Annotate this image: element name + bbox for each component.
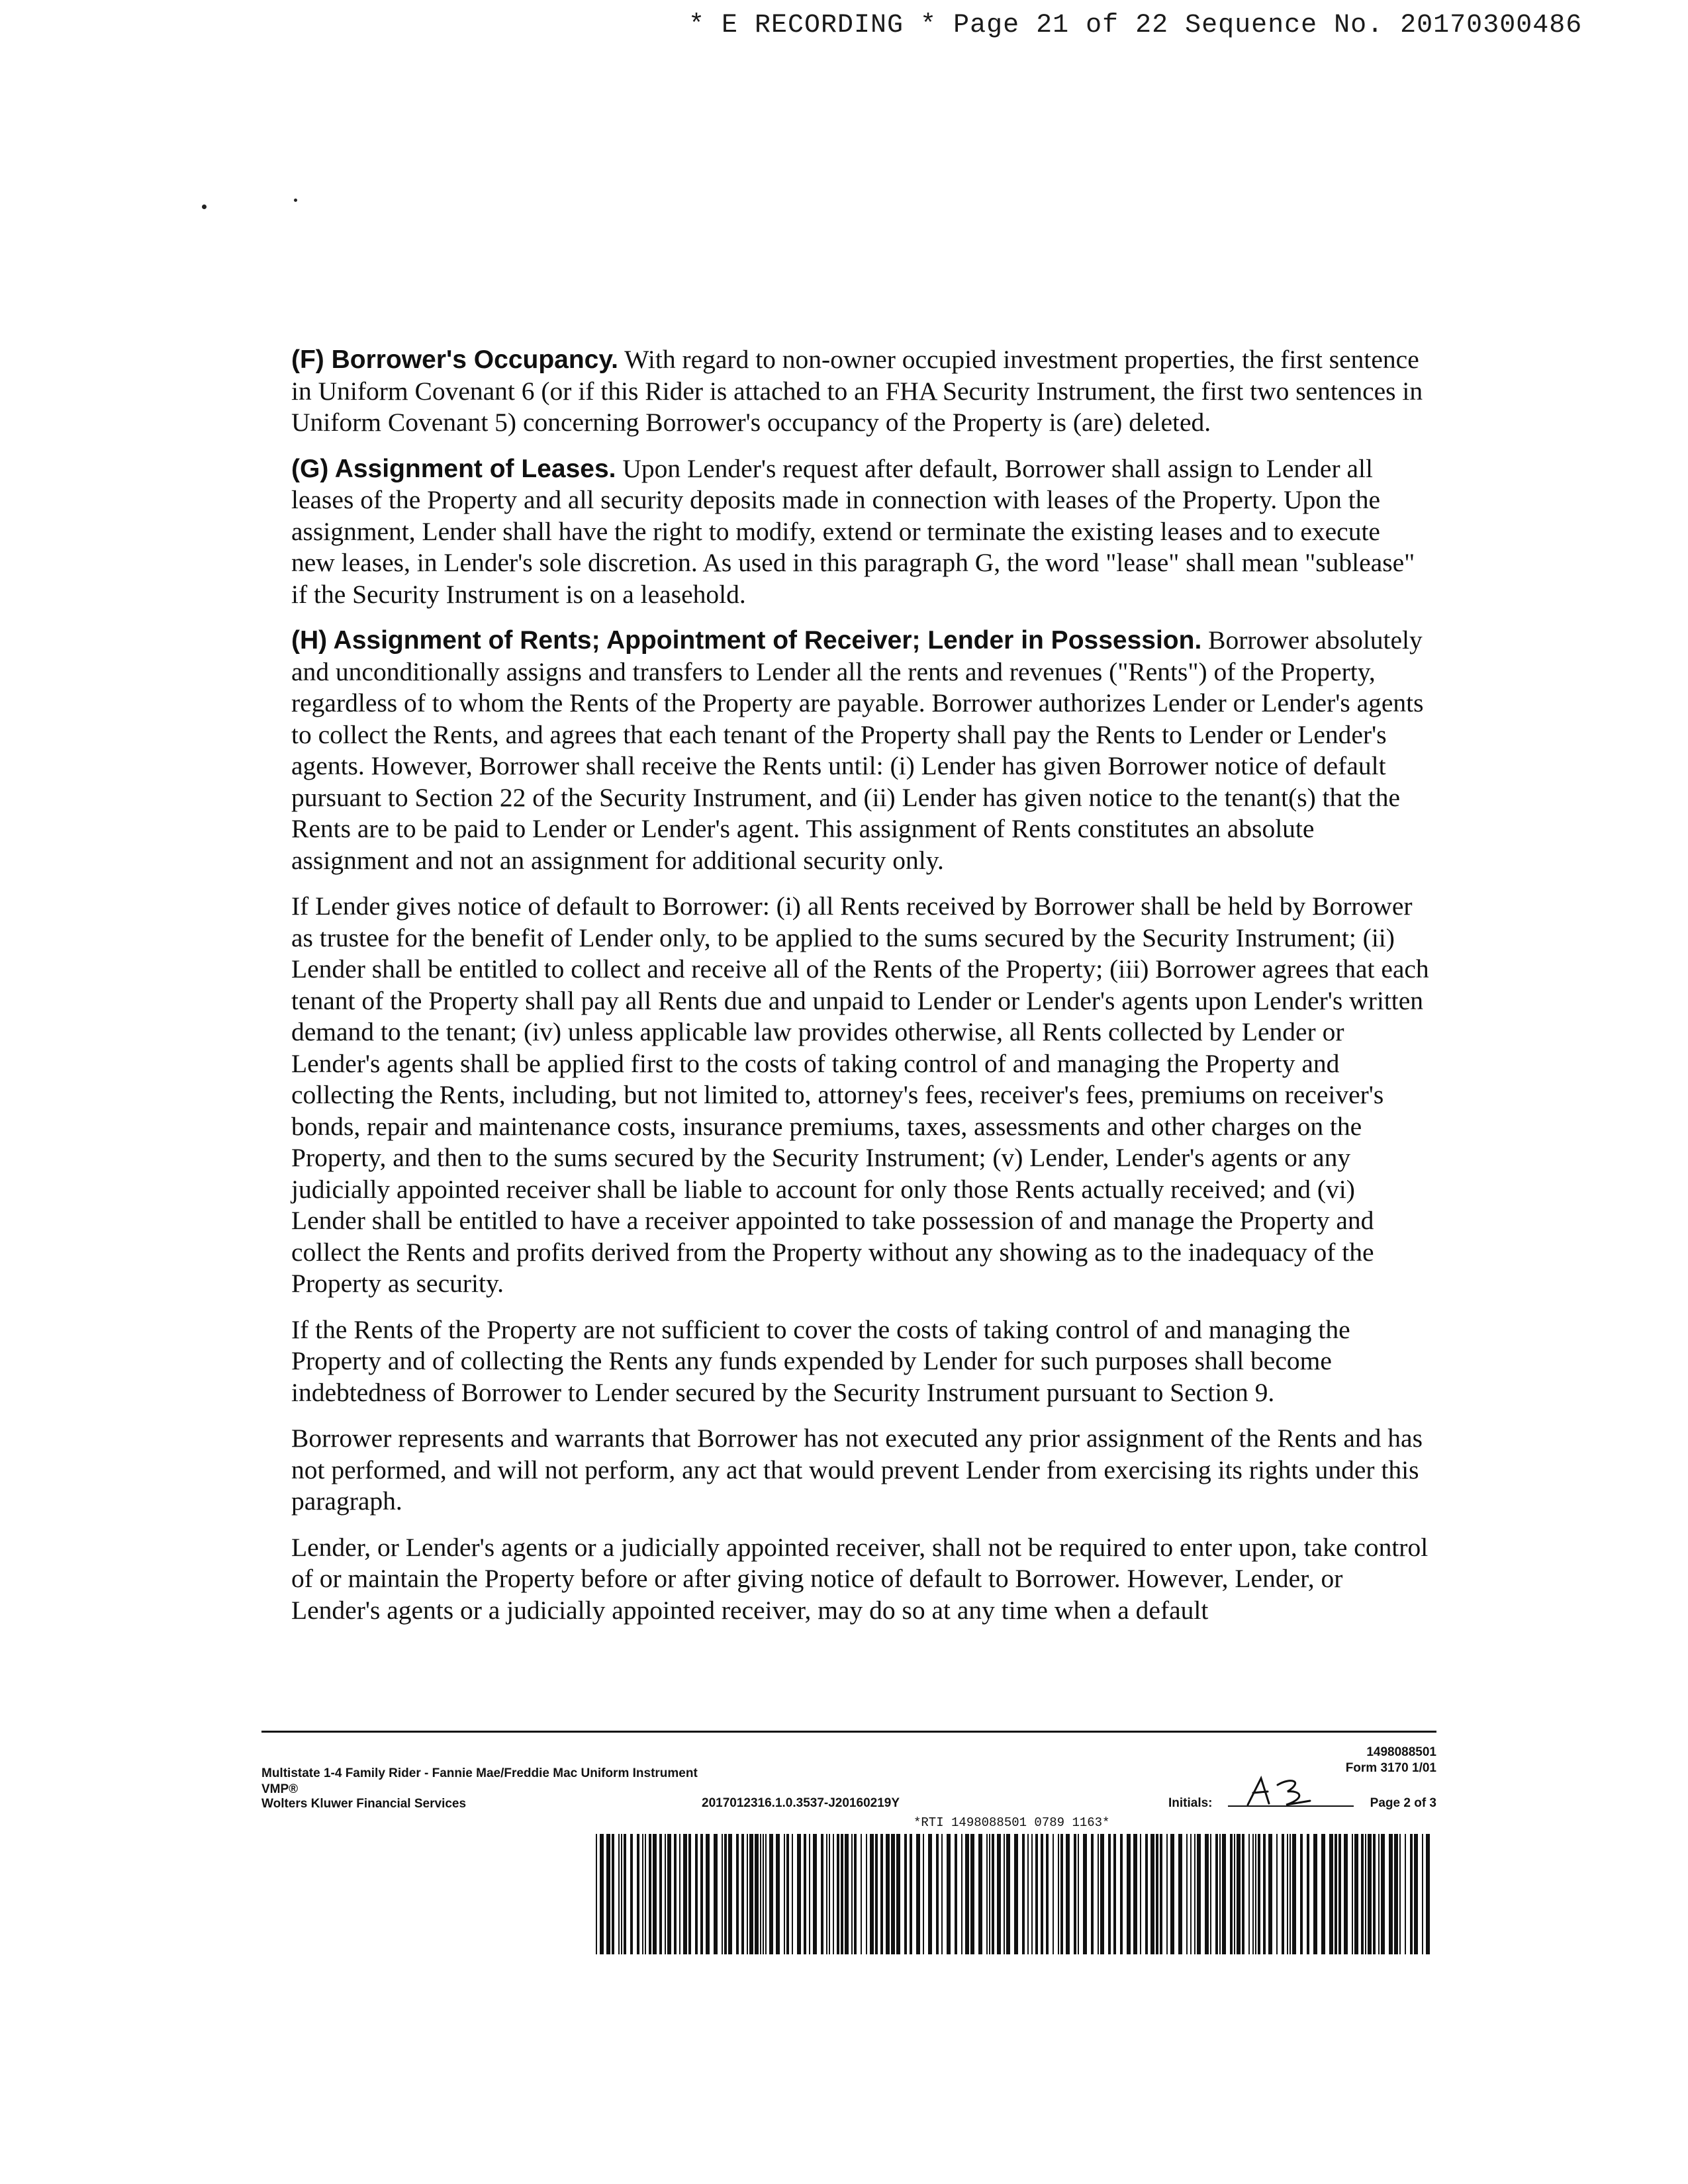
barcode-bar	[1378, 1834, 1380, 1954]
barcode-bar	[1022, 1834, 1025, 1954]
barcode-bar	[829, 1834, 830, 1954]
initials-signature	[1241, 1772, 1314, 1811]
barcode-bar	[797, 1834, 801, 1954]
barcode-bar	[695, 1834, 698, 1954]
barcode-bar	[809, 1834, 810, 1954]
rider-body	[291, 344, 1430, 1641]
paragraph-heading: (G) Assignment of Leases.	[291, 454, 616, 483]
document-code: 2017012316.1.0.3537-J20160219Y	[702, 1796, 900, 1810]
barcode-bar	[653, 1834, 657, 1954]
barcode-bar	[1156, 1834, 1158, 1954]
recording-header: * E RECORDING * Page 21 of 22 Sequence No. 20170300486	[688, 11, 1583, 40]
barcode-bar	[637, 1834, 639, 1954]
barcode-bar	[804, 1834, 806, 1954]
scan-speck	[294, 199, 297, 202]
barcode-bar	[1098, 1834, 1099, 1954]
barcode-bar	[1368, 1834, 1372, 1954]
barcode-bar	[910, 1834, 912, 1954]
barcode-bar	[833, 1834, 834, 1954]
barcode-bar	[1276, 1834, 1278, 1954]
barcode-bar	[706, 1834, 710, 1954]
barcode-bar	[760, 1834, 761, 1954]
barcode-bar	[776, 1834, 780, 1954]
page-number: Page 2 of 3	[1370, 1796, 1436, 1810]
barcode-bar	[936, 1834, 939, 1954]
paragraph-g	[291, 453, 1430, 611]
barcode-bar	[904, 1834, 907, 1954]
barcode-bar	[1237, 1834, 1241, 1954]
initials-label: Initials:	[1168, 1796, 1213, 1810]
barcode-bar	[596, 1834, 597, 1954]
barcode-bar	[1083, 1834, 1087, 1954]
barcode-bar	[989, 1834, 990, 1954]
barcode-bar	[1006, 1834, 1010, 1954]
barcode-bar	[992, 1834, 994, 1954]
barcode-bar	[1373, 1834, 1376, 1954]
barcode-bar	[792, 1834, 793, 1954]
barcode-bar	[736, 1834, 739, 1954]
paragraph-text: If Lender gives notice of default to Borrower: (i) all Rents received by Borrower shall be held by Borrower as trustee for the benefit of Lender only, to be applied to the sums secured by the Security Instrument; (ii) Lender shall be entitled to collect and receive all of the Rents of the Property; (iii) Borrower agrees that each tenant of the Property shall pay all Rents due and unpaid to Lender or Lender's agents upon Lender's written demand to the tenant; (iv) unless applicable law provides otherwise, all Rents collected by Lender or Lender's agents shall be applied first to the costs of taking control of and managing the Property and collecting the Rents, including, but not limited to, attorney's fees, receiver's fees, premiums on receiver's bonds, repair and maintenance costs, insurance premiums, taxes, assessments and other charges on the Property, and then to the sums secured by the Security Instrument; (v) Lender, Lender's agents or any judicially appointed receiver shall be liable to account for only those Rents actually received; and (vi) Lender shall be entitled to have a receiver appointed to take possession of and manage the Property and collect the Rents and profits derived from the Property without any showing as to the inadequacy of the Property as security.	[291, 891, 1429, 1298]
barcode-bar	[630, 1834, 633, 1954]
barcode-text: *RTI 1498088501 0789 1163*	[914, 1815, 1110, 1830]
barcode-bar	[880, 1834, 883, 1954]
barcode-bar	[1300, 1834, 1303, 1954]
barcode-bar	[600, 1834, 604, 1954]
barcode-bar	[724, 1834, 727, 1954]
barcode-bar	[1041, 1834, 1043, 1954]
barcode-bar	[612, 1834, 614, 1954]
barcode-bar	[961, 1834, 962, 1954]
barcode-bar	[1389, 1834, 1393, 1954]
barcode-bar	[870, 1834, 874, 1954]
paragraph-heading: (F) Borrower's Occupancy.	[291, 345, 618, 374]
barcode-bar	[606, 1834, 610, 1954]
barcode-bar	[1166, 1834, 1168, 1954]
barcode-bar	[1234, 1834, 1235, 1954]
barcode-bar	[1046, 1834, 1049, 1954]
barcode-bar	[986, 1834, 988, 1954]
barcode-bar	[1252, 1834, 1254, 1954]
barcode	[596, 1834, 1430, 1954]
barcode-bar	[1338, 1834, 1341, 1954]
barcode-bar	[965, 1834, 969, 1954]
barcode-bar	[1160, 1834, 1162, 1954]
barcode-bar	[1150, 1834, 1154, 1954]
footer-divider	[261, 1731, 1436, 1733]
paragraph-text: Lender, or Lender's agents or a judicially appointed receiver, shall not be required to enter upon, take control of or maintain the Property before or after giving notice of default to Borrower. However, Lender, or Lender's agents or a judicially appointed receiver, may do so at any time when a default	[291, 1532, 1429, 1625]
barcode-bar	[1422, 1834, 1423, 1954]
barcode-bar	[674, 1834, 677, 1954]
barcode-bar	[826, 1834, 827, 1954]
barcode-bar	[1313, 1834, 1317, 1954]
barcode-bar	[1186, 1834, 1188, 1954]
paragraph-text: Borrower represents and warrants that Borrower has not executed any prior assignment of the Rents and has not performed, and will not perform, any act that would prevent Lender from exercising its rights under this paragraph.	[291, 1424, 1423, 1516]
barcode-bar	[1268, 1834, 1272, 1954]
barcode-bar	[1108, 1834, 1111, 1954]
barcode-bar	[714, 1834, 718, 1954]
barcode-bar	[1381, 1834, 1385, 1954]
barcode-bar	[923, 1834, 924, 1954]
barcode-bar	[763, 1834, 764, 1954]
barcode-bar	[1053, 1834, 1054, 1954]
barcode-bar	[749, 1834, 753, 1954]
barcode-bar	[916, 1834, 920, 1954]
paragraph-text: With regard to non-owner occupied investment properties, the first sentence in Uniform Covenant 6 (or if this Rider is attached to an FHA Security Instrument, the first two sentences in Uniform Covenant 5) concerning Borrower's occupancy of the Property is (are) deleted.	[291, 345, 1423, 437]
barcode-bar	[722, 1834, 723, 1954]
barcode-bar	[1014, 1834, 1018, 1954]
barcode-bar	[765, 1834, 767, 1954]
barcode-bar	[861, 1834, 862, 1954]
barcode-bar	[1215, 1834, 1218, 1954]
barcode-bar	[851, 1834, 853, 1954]
barcode-bar	[978, 1834, 982, 1954]
paragraph-representation	[291, 1423, 1430, 1518]
paragraph-text: If the Rents of the Property are not sufficient to cover the costs of taking control of and managing the Property and of collecting the Rents any funds expended by Lender for such purposes shall become indebtedness of Borrower to Lender secured by the Security Instrument pursuant to Section 9.	[291, 1314, 1350, 1407]
barcode-bar	[1287, 1834, 1288, 1954]
scan-speck	[202, 205, 207, 209]
barcode-bar	[837, 1834, 839, 1954]
barcode-bar	[1004, 1834, 1005, 1954]
barcode-bar	[1344, 1834, 1348, 1954]
barcode-bar	[1365, 1834, 1366, 1954]
publisher: Wolters Kluwer Financial Services	[261, 1797, 467, 1811]
barcode-bar	[1078, 1834, 1079, 1954]
barcode-bar	[1426, 1834, 1430, 1954]
paragraph-insufficient-rents	[291, 1314, 1430, 1409]
barcode-bar	[1410, 1834, 1413, 1954]
barcode-bar	[679, 1834, 680, 1954]
barcode-bar	[683, 1834, 687, 1954]
barcode-bar	[1405, 1834, 1406, 1954]
barcode-bar	[728, 1834, 732, 1954]
loan-number: 1498088501	[1366, 1745, 1436, 1759]
barcode-bar	[891, 1834, 895, 1954]
barcode-bar	[618, 1834, 620, 1954]
form-footer	[261, 1731, 1436, 1956]
barcode-bar	[1255, 1834, 1256, 1954]
barcode-bar	[1178, 1834, 1182, 1954]
barcode-bar	[1190, 1834, 1192, 1954]
form-number: Form 3170 1/01	[1345, 1761, 1436, 1775]
barcode-bar	[845, 1834, 849, 1954]
barcode-bar	[1091, 1834, 1094, 1954]
barcode-bar	[688, 1834, 691, 1954]
barcode-bar	[1031, 1834, 1033, 1954]
barcode-bar	[755, 1834, 759, 1954]
barcode-bar	[1074, 1834, 1076, 1954]
barcode-bar	[854, 1834, 857, 1954]
barcode-bar	[642, 1834, 643, 1954]
barcode-bar	[1035, 1834, 1038, 1954]
barcode-bar	[1066, 1834, 1070, 1954]
barcode-bar	[813, 1834, 817, 1954]
vmp-mark: VMP®	[261, 1782, 299, 1796]
barcode-bar	[821, 1834, 823, 1954]
barcode-bar	[1100, 1834, 1104, 1954]
barcode-bar	[1352, 1834, 1353, 1954]
barcode-bar	[1127, 1834, 1131, 1954]
barcode-bar	[1399, 1834, 1401, 1954]
barcode-bar	[659, 1834, 662, 1954]
barcode-bar	[1133, 1834, 1137, 1954]
barcode-bar	[1354, 1834, 1358, 1954]
barcode-bar	[1197, 1834, 1201, 1954]
barcode-bar	[1394, 1834, 1398, 1954]
barcode-bar	[896, 1834, 900, 1954]
barcode-bar	[941, 1834, 943, 1954]
barcode-bar	[875, 1834, 878, 1954]
barcode-bar	[1113, 1834, 1116, 1954]
barcode-bar	[649, 1834, 651, 1954]
paragraph-text: Upon Lender's request after default, Borrower shall assign to Lender all leases of the Property and all security deposits made in connection with leases of the Property. Upon the assignment, Lender shall have the right to modify, extend or terminate the existing leases and to execute new leases, in Lender's sole discretion. As used in this paragraph G, the word "lease" shall mean "sublease" if the Security Instrument is on a leasehold.	[291, 453, 1415, 609]
barcode-bar	[1140, 1834, 1141, 1954]
barcode-bar	[1194, 1834, 1196, 1954]
barcode-bar	[645, 1834, 646, 1954]
barcode-bar	[786, 1834, 789, 1954]
barcode-bar	[841, 1834, 843, 1954]
barcode-bar	[1329, 1834, 1333, 1954]
barcode-bar	[1335, 1834, 1337, 1954]
barcode-bar	[1242, 1834, 1244, 1954]
barcode-bar	[624, 1834, 626, 1954]
barcode-bar	[1282, 1834, 1284, 1954]
barcode-bar	[997, 1834, 1001, 1954]
barcode-bar	[886, 1834, 890, 1954]
barcode-bar	[1219, 1834, 1221, 1954]
paragraph-default-notice	[291, 891, 1430, 1300]
barcode-bar	[928, 1834, 932, 1954]
barcode-bar	[1027, 1834, 1029, 1954]
barcode-bar	[665, 1834, 666, 1954]
barcode-bar	[1230, 1834, 1233, 1954]
paragraph-text: Borrower absolutely and unconditionally assigns and transfers to Lender all the rents and revenues ("Rents") of the Property, regardless of to whom the Rents of the Property are payable. Borrower authorizes Lender or Lender's agents to collect the Rents, and agrees that each tenant of the Property shall pay the Rents to Lender or Lender's agents. However, Borrower shall receive the Rents until: (i) Lender has given Borrower notice of default pursuant to Section 22 of the Security Instrument, and (ii) Lender has given notice to the tenant(s) that the Rents are to be paid to Lender or Lender's agent. This assignment of Rents constitutes an absolute assignment and not an assignment for additional security only.	[291, 625, 1424, 875]
paragraph-f	[291, 344, 1430, 439]
barcode-bar	[700, 1834, 703, 1954]
paragraph-receiver-entry	[291, 1532, 1430, 1627]
barcode-bar	[1120, 1834, 1123, 1954]
barcode-bar	[1307, 1834, 1309, 1954]
barcode-bar	[1321, 1834, 1325, 1954]
barcode-bar	[747, 1834, 748, 1954]
barcode-bar	[784, 1834, 785, 1954]
paragraph-h	[291, 625, 1430, 876]
barcode-bar	[1292, 1834, 1296, 1954]
barcode-bar	[1170, 1834, 1174, 1954]
barcode-bar	[1222, 1834, 1226, 1954]
barcode-bar	[621, 1834, 622, 1954]
form-title: Multistate 1-4 Family Rider - Fannie Mae/Freddie Mac Uniform Instrument	[261, 1766, 698, 1780]
barcode-bar	[741, 1834, 744, 1954]
barcode-bar	[1258, 1834, 1260, 1954]
barcode-bar	[667, 1834, 671, 1954]
barcode-bar	[1058, 1834, 1059, 1954]
barcode-bar	[1263, 1834, 1266, 1954]
barcode-bar	[769, 1834, 773, 1954]
barcode-bar	[955, 1834, 957, 1954]
barcode-bar	[1145, 1834, 1148, 1954]
barcode-bar	[1289, 1834, 1291, 1954]
barcode-bar	[947, 1834, 951, 1954]
barcode-bar	[1414, 1834, 1418, 1954]
barcode-bar	[1248, 1834, 1250, 1954]
barcode-bar	[1060, 1834, 1063, 1954]
barcode-bar	[1205, 1834, 1209, 1954]
barcode-bar	[1210, 1834, 1211, 1954]
barcode-bar	[866, 1834, 867, 1954]
paragraph-heading: (H) Assignment of Rents; Appointment of Receiver; Lender in Possession.	[291, 626, 1202, 655]
barcode-bar	[1361, 1834, 1364, 1954]
barcode-bar	[970, 1834, 974, 1954]
